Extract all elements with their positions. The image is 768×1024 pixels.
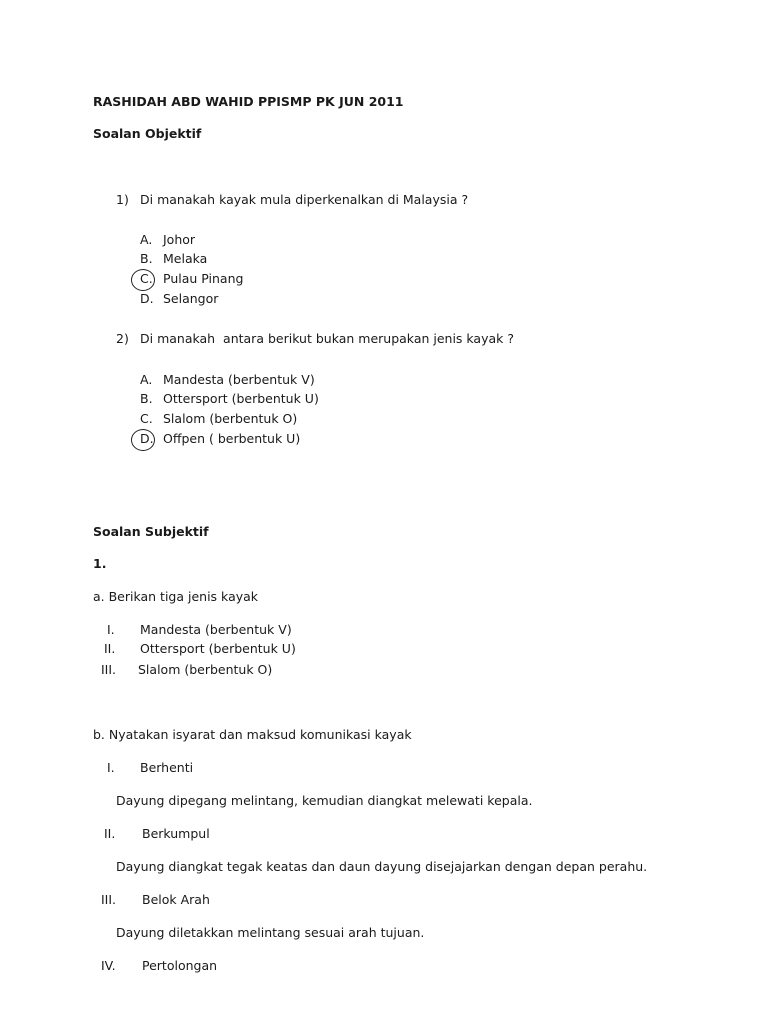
part-b-question: b. Nyatakan isyarat dan maksud komunikasi kayak [93, 727, 412, 742]
question-number: 1) [116, 192, 129, 207]
list-item-text: Slalom (berbentuk O) [138, 662, 273, 677]
objective-section-title: Soalan Objektif [93, 126, 202, 141]
option-letter: B. [140, 251, 153, 266]
signal-title: Pertolongan [142, 958, 218, 973]
option-text: Slalom (berbentuk O) [163, 411, 298, 426]
subjective-question-number: 1. [93, 556, 107, 571]
option-letter: C. [140, 411, 153, 426]
list-item-text: Ottersport (berbentuk U) [140, 641, 296, 656]
option-letter: A. [140, 372, 153, 387]
roman-numeral: I. [107, 622, 115, 637]
list-item-text: Mandesta (berbentuk V) [140, 622, 292, 637]
roman-numeral: II. [104, 826, 116, 841]
option-letter: D. [140, 291, 154, 306]
signal-title: Berkumpul [142, 826, 210, 841]
option-text: Melaka [163, 251, 208, 266]
signal-title: Belok Arah [142, 892, 210, 907]
roman-numeral: IV. [101, 958, 116, 973]
option-text: Mandesta (berbentuk V) [163, 372, 315, 387]
signal-description: Dayung dipegang melintang, kemudian diangkat melewati kepala. [116, 793, 533, 808]
roman-numeral: I. [107, 760, 115, 775]
subjective-section-title: Soalan Subjektif [93, 524, 209, 539]
option-letter: B. [140, 391, 153, 406]
option-text: Selangor [163, 291, 219, 306]
roman-numeral: II. [104, 641, 116, 656]
option-letter: C. [140, 271, 153, 286]
signal-description: Dayung diangkat tegak keatas dan daun dayung disejajarkan dengan depan perahu. [116, 859, 648, 874]
option-text: Offpen ( berbentuk U) [163, 431, 301, 446]
option-text: Pulau Pinang [163, 271, 244, 286]
signal-title: Berhenti [140, 760, 194, 775]
document-header: RASHIDAH ABD WAHID PPISMP PK JUN 2011 [93, 94, 404, 109]
question-text: Di manakah kayak mula diperkenalkan di Malaysia ? [140, 192, 469, 207]
part-a-question: a. Berikan tiga jenis kayak [93, 589, 259, 604]
signal-description: Dayung diletakkan melintang sesuai arah tujuan. [116, 925, 425, 940]
option-letter: D. [140, 431, 154, 446]
roman-numeral: III. [101, 662, 117, 677]
question-number: 2) [116, 331, 129, 346]
option-text: Johor [163, 232, 196, 247]
option-text: Ottersport (berbentuk U) [163, 391, 319, 406]
roman-numeral: III. [101, 892, 117, 907]
option-letter: A. [140, 232, 153, 247]
question-text: Di manakah antara berikut bukan merupakan jenis kayak ? [140, 331, 514, 346]
